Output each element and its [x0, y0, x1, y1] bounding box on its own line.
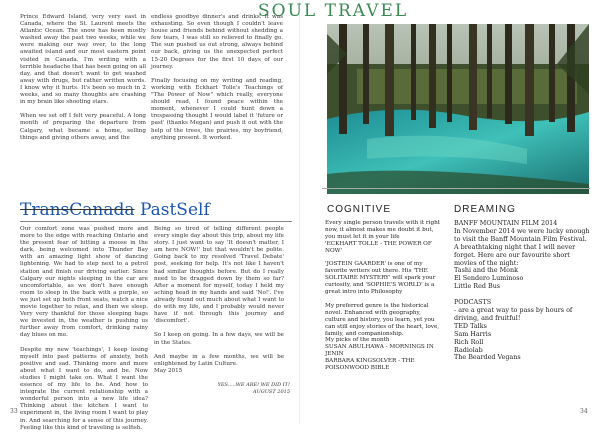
- masthead-title: SOUL TRAVEL: [258, 1, 409, 21]
- article-heading: [20, 200, 210, 220]
- article-column-1: Prince Edward Island, very very east in Canada, where the St. Laurent meets the Atlantic Ocean. The snow has been mostly washed away the past two weeks, while we were making our way over, to the long awaited island and our most eastern point visited in Canada. I'm writing with a terrible headache that has been going on all day, and that doesn't want to get washed away with drugs, but rather written words. I know why it hurts. It's been so much in 2 weeks, and so many thoughts are crashing in my brain like shooting stars. When we set off I felt very peaceful. A long month of preparing the departure from Calgary, what became a home, selling things and giving others away, and the: [20, 14, 146, 141]
- cognitive-text: Every single person travels with it right now, it almost makes me doubt it but, you must let it in your life 'ECKHART TOLLE - THE POWER OF NOW' 'JOSTEIN GAARDER' is one of my favorite writers out there. His 'THE SOLITAIRE MYSTERY' will spark your curiosity, and 'SOPHIE'S WORLD' is a great intro into Philosophy My preferred genre is the historical novel. Enhanced with geography, culture and history, you learn, yet you can still enjoy stories of the heart, love, family, and companionship. My picks of the month SUSAN ABULHAWA - MORNINGS IN JENIN BARBARA KINGSOLVER - THE POISONWOOD BIBLE: [325, 220, 441, 372]
- article-column-4: Being so tired of telling different people every single day about this trip, about my life story. I just want to say 'It doesn't matter, I am here NOW!' but that wouldn't be polite. Going back to my resolved 'Travel Debate' post, seeking for help. It's not like I haven't had similar thoughts before. But do I really need to be dragged down by them so far? After a moment for myself, today I held my aching head in my hands and said 'No!'. I've already found out much about what I want to do with my life, and I probably would never have if not through this journey and 'discomfort'. So I keep on going. In a few days, we will be in the States. And maybe in a few months, we will be enlightened by Latin Culture. May 2015: [154, 226, 284, 374]
- forest-lake-photo: [327, 24, 589, 194]
- heading-strikethrough: TransCanada: [20, 200, 135, 220]
- page-number-left: 33: [10, 408, 18, 415]
- dreaming-text: BANFF MOUNTAIN FILM 2014 In November 2014 we were lucky enough to visit the Banff Mountain Film Festival. A breathtaking night that I will never forget. Here are our favourite short movies of the night: Tashi and the Monk El Sendero Luminoso Little Red Bus PODCASTS - are a great way to pass by hours of driving, and fruitful! TED Talks Sam Harris Rich Roll Radiolab The Bearded Vegans: [454, 219, 590, 362]
- heading-main: PastSelf: [139, 200, 210, 220]
- cognitive-title: COGNITIVE: [327, 204, 392, 215]
- page-gutter: [299, 0, 300, 424]
- section-rule: [322, 188, 590, 189]
- sign-off: YES.....WE ARE! WE DID IT! AUGUST 2015: [217, 382, 290, 395]
- article-column-2: endless goodbye dinner's and drinks. It was exhausting. So even though I couldn't leave house and friends behind without shedding a few tears, I was still so relieved to finally go. The sun pushed us out strong, always behind our back, giving us the unexpected perfect 15-20 Degrees for the first 10 days of our journey. Finally focusing on my writing and reading, working with Eckhart Tolle's Teachings of "The Power of Now" which really, everyone should read, I found peace within the moment, whenever I could hunt down a trespassing thought I would label it 'future or past' (thanks Megan) and push it out with the help of the trees, the prairies, my boyfriend, anything present. It worked.: [151, 14, 283, 141]
- dreaming-title: DREAMING: [454, 204, 516, 215]
- page-number-right: 34: [580, 408, 588, 415]
- lake-scene-image: [327, 24, 589, 194]
- article-column-3: Our comfort zone was pushed more and more to the edge with reaching Ontario and the present fear of hitting a moose in the dark, being welcomed into Thunder Bay with an amazing light show of dancing lightening. We had to step next to a petrol station and finish our driving earlier. Since Calgary our nights sleeping in the car are uncomfortable, as we don't have enough room to sleep in the back with a purple, so we just set up both front seats, watch a nice movie together to relax, and then we sleep. Very very thankful for those sleeping bags we invested in, the weather is pushing us further away from comfort, drinking rainy day blues on me. Despite my new 'teachings', I keep losing myself into past patterns of anxiety, both positive and sad. Thinking more and more about what I want to do, and be. Now studies I might take on. What I want the essence of my life to be. And how to integrate the current relationship with a wonderful person into a new life idea? Thinking about the kitchen I want to experiment in, the living room I want to play in. And searching for a sense of this journey. Feeling like this kind of traveling is selfish.: [20, 226, 148, 431]
- heading-rule: [20, 221, 292, 222]
